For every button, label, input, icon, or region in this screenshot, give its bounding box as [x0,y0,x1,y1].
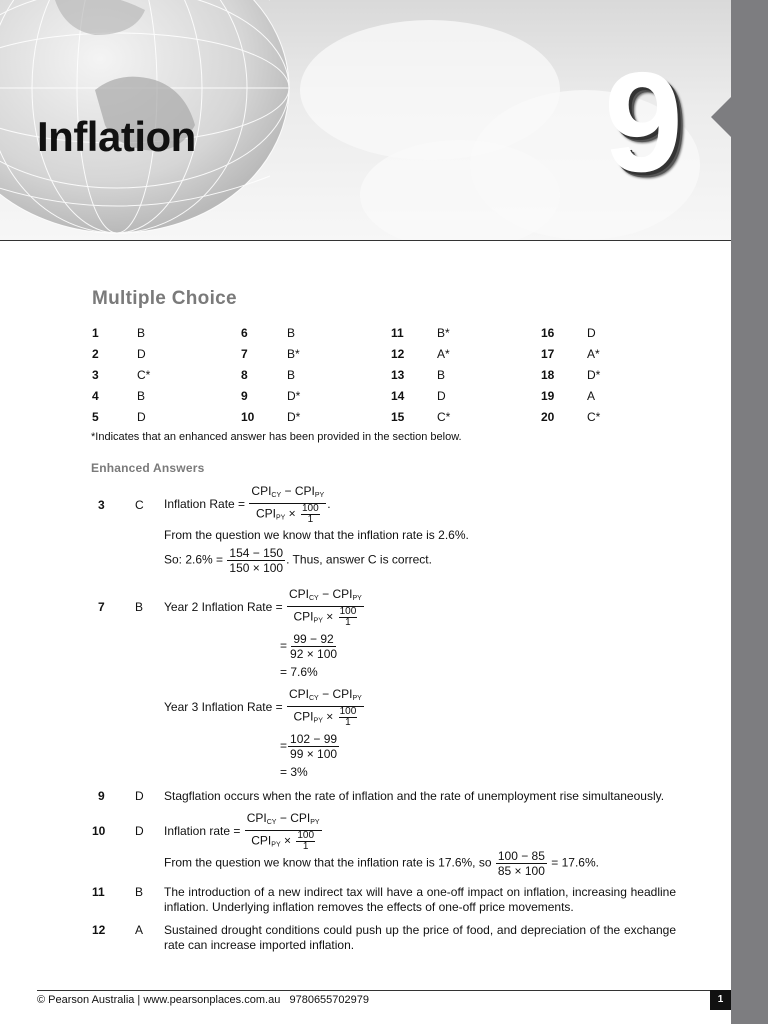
chapter-header-banner [0,0,731,240]
calculation-line [164,849,599,878]
answer-letter: B* [437,326,450,340]
enhanced-q-letter: B [135,885,144,899]
cpi-subscript-py: PY [352,595,362,602]
answer-letter: C* [587,410,601,424]
side-tab-bar [731,0,768,1024]
calc-fraction [227,546,285,575]
fraction-numerator: 102 − 99 [290,732,338,746]
cpi-subscript-cy: CY [271,492,282,499]
answer-letter: D* [587,368,601,382]
question-number: 12 [391,347,405,361]
times-sign: × [326,709,334,724]
question-number: 1 [92,326,99,340]
formula-label: Year 2 Inflation Rate = [164,600,283,614]
question-number: 8 [241,368,248,382]
footer-divider [37,990,731,991]
question-number: 10 [241,410,255,424]
answer-letter: C* [137,368,151,382]
fraction-hundred: 100 [339,706,357,717]
cpi-symbol: CPI [332,587,353,601]
cpi-symbol: CPI [288,687,309,701]
calculation-line [280,732,340,761]
formula-inflation-rate [164,811,323,853]
fraction-numerator: 100 − 85 [497,849,545,863]
question-number: 6 [241,326,248,340]
answer-letter: A* [587,347,600,361]
cpi-subscript-cy: CY [309,695,319,702]
cpi-symbol: CPI [332,687,353,701]
question-number: 3 [92,368,99,382]
fraction-numerator: 154 − 150 [229,546,284,560]
calc-conclusion: . Thus, answer C is correct. [286,552,432,567]
answer-letter: D [137,410,146,424]
fraction-denominator: 92 × 100 [290,647,338,661]
calculation-line [164,546,432,575]
equals-sign: = [280,638,288,653]
explanation-text: Stagflation occurs when the rate of inflation and the rate of unemployment rise simultaneously. [164,789,665,803]
explanation-text: From the question we know that the inflation rate is 17.6%, so [164,855,492,870]
cpi-fraction [245,811,322,853]
calc-fraction [496,849,547,878]
formula-label: Inflation Rate = [164,497,246,511]
answer-letter: C* [437,410,451,424]
times-sign: × [326,609,334,624]
calc-result: = 3% [280,765,308,779]
question-number: 7 [241,347,248,361]
enhanced-q-letter: D [135,824,144,838]
answer-letter: D [437,389,446,403]
explanation-text: From the question we know that the inflation rate is 2.6%. [164,528,469,542]
answer-letter: D* [287,410,301,424]
enhanced-note: *Indicates that an enhanced answer has been provided in the section below. [91,431,462,443]
fraction-denominator: 85 × 100 [497,864,545,878]
question-number: 19 [541,389,555,403]
chapter-title: Inflation [37,113,196,160]
calc-fraction [288,732,339,761]
page-number: 1 [710,990,731,1010]
fraction-hundred: 100 [302,503,319,514]
cpi-symbol: CPI [290,811,311,825]
calc-result: = 17.6%. [551,855,599,870]
formula-label: Year 3 Inflation Rate = [164,700,283,714]
answer-letter: B [437,368,446,382]
cpi-subscript-py: PY [314,492,325,499]
formula-inflation-rate: Inflation Rate = $CPI_{CY} - CPI_{PY}$ $CPI_{PY}$ × $\frac{100}{1}$ . [164,484,331,525]
answer-letter: B [287,326,296,340]
question-number: 17 [541,347,555,361]
answer-letter: D [587,326,596,340]
fraction-denominator: 150 × 100 [229,561,284,575]
cpi-symbol: CPI [293,609,314,624]
calculation-line [280,632,340,661]
fraction-hundred: 100 [297,830,315,841]
header-divider [0,240,731,241]
section-title: Multiple Choice [92,288,237,309]
fraction-one: 1 [307,514,314,525]
enhanced-q-number: 11 [92,885,105,899]
minus-sign: − [284,484,292,498]
calc-fraction [288,632,339,661]
question-number: 11 [391,326,404,340]
explanation-text: The introduction of a new indirect tax will have a one-off impact on inflation, increasing headline inflation. Underlying inflation removes the effects of one-off price movements. [164,885,676,914]
cpi-symbol: CPI [293,709,314,724]
question-number: 14 [391,389,405,403]
enhanced-q-number: 3 [98,498,105,512]
enhanced-q-letter: A [135,923,144,937]
fraction-numerator: 99 − 92 [293,632,334,646]
formula-label: Inflation rate = [164,824,241,838]
answer-letter: B [137,389,146,403]
chapter-pointer-notch [711,97,731,137]
times-sign: × [288,506,296,521]
cpi-subscript-py: PY [313,617,323,625]
calc-result: = 7.6% [280,665,318,679]
cpi-subscript-py: PY [352,695,362,702]
cpi-fraction [287,687,364,729]
cpi-subscript-py: PY [313,717,323,725]
equals-sign: = [280,738,288,753]
question-number: 16 [541,326,555,340]
question-number: 4 [92,389,99,403]
cpi-symbol: CPI [251,833,272,848]
minus-sign: − [322,687,330,701]
question-number: 13 [391,368,405,382]
calc-label: So: 2.6% = [164,552,224,567]
question-number: 18 [541,368,555,382]
cpi-subscript-cy: CY [266,819,277,826]
cpi-symbol: CPI [246,811,267,825]
cpi-symbol: CPI [251,484,272,498]
answer-letter: A [587,389,596,403]
chapter-number: 9 [604,43,683,202]
cpi-subscript-py: PY [271,841,281,849]
formula-year3-inflation [164,687,365,729]
answer-letter: B [137,326,146,340]
cpi-symbol: CPI [255,506,276,521]
fraction-one: 1 [345,617,351,628]
answer-letter: D* [287,389,301,403]
times-sign: × [283,833,291,848]
cpi-subscript-py: PY [275,514,286,522]
enhanced-answers-heading: Enhanced Answers [91,461,205,475]
enhanced-q-letter: D [135,789,144,803]
question-number: 20 [541,410,555,424]
fraction-hundred: 100 [339,606,357,617]
cpi-symbol: CPI [294,484,315,498]
answer-letter: A* [437,347,450,361]
fraction-denominator: 99 × 100 [290,747,338,761]
answer-letter: B* [287,347,300,361]
question-number: 5 [92,410,99,424]
cpi-symbol: CPI [288,587,309,601]
enhanced-q-letter: B [135,600,144,614]
minus-sign: − [279,811,287,825]
answer-letter: D [137,347,146,361]
fraction-one: 1 [345,717,351,728]
formula-year2-inflation [164,587,365,629]
cpi-fraction [249,484,326,526]
enhanced-q-number: 10 [92,824,106,838]
footer-copyright: © Pearson Australia | www.pearsonplaces.com.au 9780655702979 [37,994,370,1006]
enhanced-q-number: 12 [92,923,106,937]
cpi-subscript-py: PY [310,819,320,826]
enhanced-q-letter: C [135,498,144,512]
fraction-one: 1 [302,841,309,852]
cloud-decoration [360,140,560,240]
enhanced-q-number: 7 [98,600,105,614]
cpi-subscript-cy: CY [309,595,319,602]
question-number: 9 [241,389,248,403]
minus-sign: − [322,587,330,601]
answer-letter: B [287,368,296,382]
question-number: 2 [92,347,99,361]
enhanced-q-number: 9 [98,789,105,803]
cpi-fraction [287,587,364,629]
question-number: 15 [391,410,405,424]
explanation-text: Sustained drought conditions could push up the price of food, and depreciation of the exchange rate can increase imported inflation. [164,923,676,952]
